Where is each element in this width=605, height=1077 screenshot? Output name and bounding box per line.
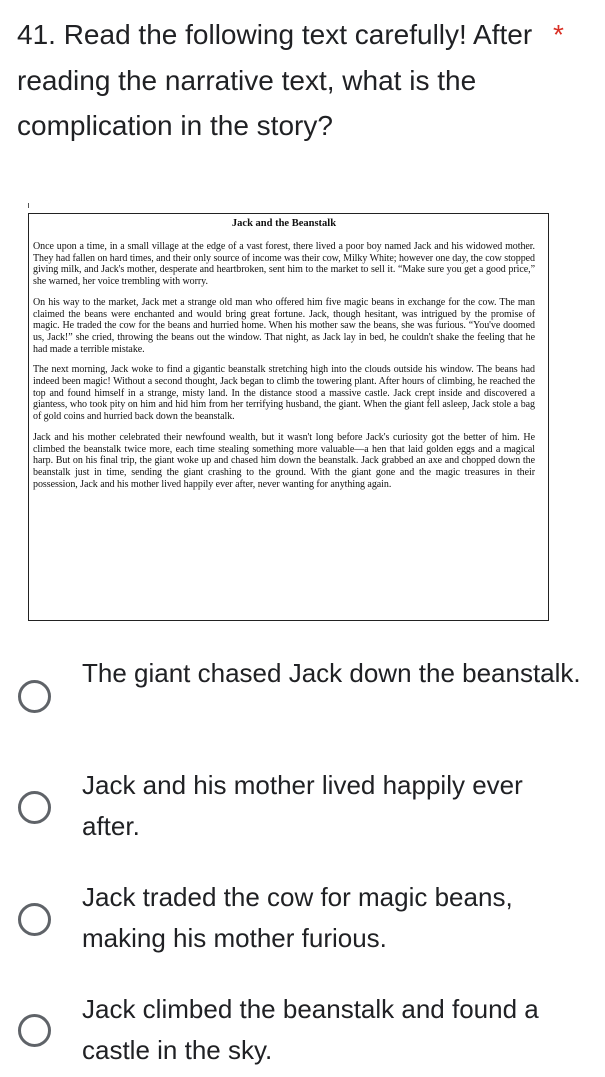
radio-button-icon[interactable] xyxy=(18,680,51,713)
image-edge-mark xyxy=(28,203,29,208)
radio-button-icon[interactable] xyxy=(18,791,51,824)
option-label[interactable]: Jack and his mother lived happily ever after. xyxy=(82,770,523,841)
passage-image xyxy=(28,213,549,621)
passage-paragraph: Once upon a time, in a small village at the edge of a vast forest, there lived a poor boy named Jack and his widowed mother. They had fallen on hard times, and their only source of income was their cow, Milky White; however one day, the cow stopped giving milk, and Jack's mother, desperate and heartbroken, sent him to the market to sell it. “Make sure you get a good price,” she warned, her voice trembling with worry. xyxy=(33,241,535,288)
option-label[interactable]: Jack climbed the beanstalk and found a castle in the sky. xyxy=(82,994,539,1065)
radio-button-icon[interactable] xyxy=(18,903,51,936)
required-asterisk: * xyxy=(553,19,564,50)
passage-title: Jack and the Beanstalk xyxy=(231,218,337,229)
passage-paragraph: Jack and his mother celebrated their newfound wealth, but it wasn't long before Jack's curiosity got the better of him. He climbed the beanstalk twice more, each time stealing something more valuable—a hen that laid golden eggs and a magical harp. But on his final trip, the giant woke up and chased him down the beanstalk. Jack grabbed an axe and chopped down the beanstalk just in time, sending the giant crashing to the ground. With the giant gone and the magic treasures in their possession, Jack and his mother lived happily ever after, never wanting for anything again. xyxy=(33,431,535,490)
option-label[interactable]: The giant chased Jack down the beanstalk. xyxy=(82,658,581,688)
option-label[interactable]: Jack traded the cow for magic beans, making his mother furious. xyxy=(82,882,513,953)
passage-paragraph: The next morning, Jack woke to find a gigantic beanstalk stretching high into the clouds outside his window. The beans had indeed been magic! Without a second thought, Jack began to climb the towering plant. After hours of climbing, he reached the top and found himself in a strange, misty land. In the distance stood a massive castle. Jack crept inside and discovered a giantess, who took pity on him and hid him from her terrifying husband, the giant. When the giant fell asleep, Jack stole a bag of gold coins and hurried back down the beanstalk. xyxy=(33,364,535,423)
radio-button-icon[interactable] xyxy=(18,1014,51,1047)
passage-paragraph: On his way to the market, Jack met a strange old man who offered him five magic beans in exchange for the cow. The man claimed the beans were enchanted and would bring great fortune. Jack, though hesitant, was intrigued by the promise of magic. He traded the cow for the beans and hurried home. When his mother saw the beans, she was furious. “You've doomed us, Jack!” she cried, throwing the beans out the window. That night, as Jack lay in bed, he couldn't shake the feeling that he had made a terrible mistake. xyxy=(33,296,535,355)
question-title: 41. Read the following text carefully! After reading the narrative text, what is the complication in the story? xyxy=(17,19,533,141)
